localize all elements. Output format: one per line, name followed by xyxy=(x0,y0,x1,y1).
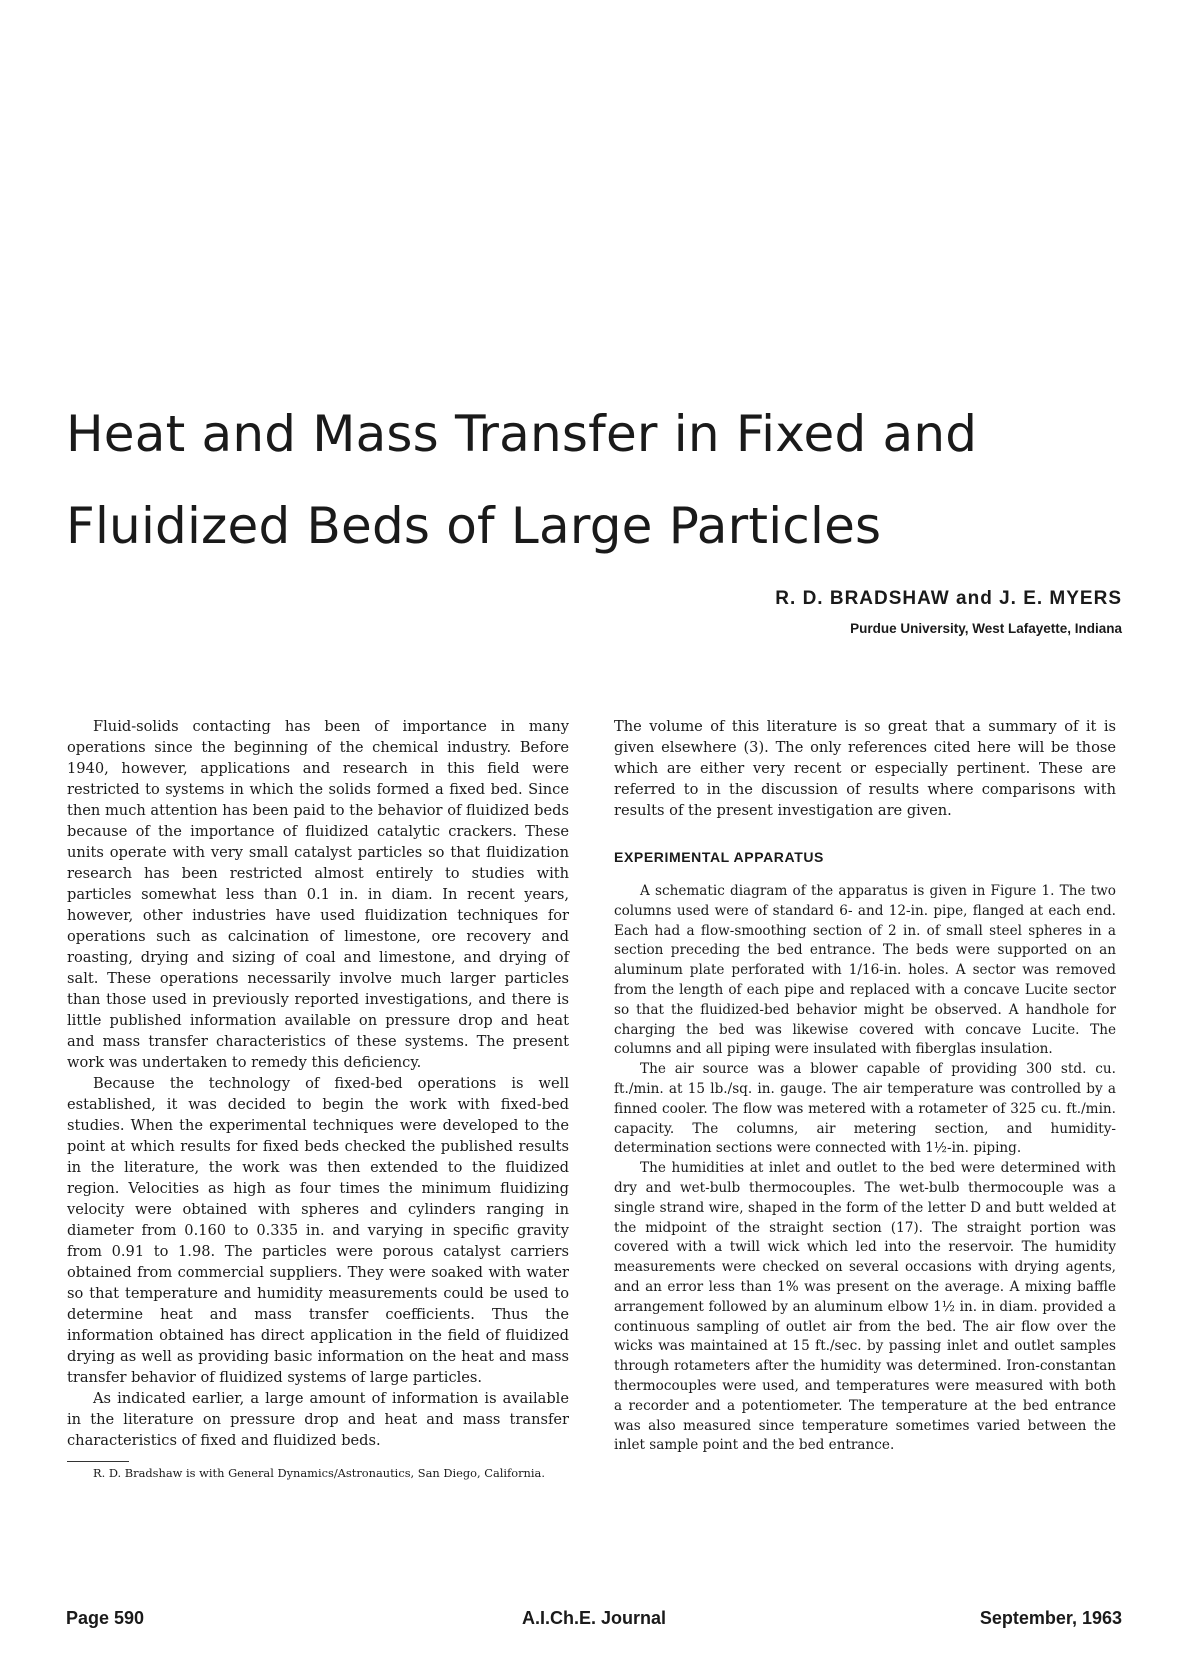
body-paragraph: The humidities at inlet and outlet to the bed were determined with dry and wet-bulb thermocouples. The wet-bulb thermocouple was a single strand wire, shaped in the form of the letter D and butt welded at the midpoint of the straight section (17). The straight portion was covered with a twill wick which led into the reservoir. The humidity measurements were checked on several occasions with drying agents, and an error less than 1% was present on the average. A mixing baffle arrangement followed by an aluminum elbow 1½ in. in diam. provided a continuous sampling of outlet air from the bed. The air flow over the wicks was maintained at 15 ft./sec. by passing inlet and outlet samples through rotameters after the humidity was determined. Iron-constantan thermocouples were used, and temperatures were measured with both a recorder and a potentiometer. The temperature at the bed entrance was also measured since temperature sometimes varied between the inlet sample point and the bed entrance. xyxy=(614,1160,1116,1454)
publication-date: September, 1963 xyxy=(979,1608,1122,1628)
section-heading: EXPERIMENTAL APPARATUS xyxy=(614,849,824,865)
article-title xyxy=(66,388,1066,572)
section-body xyxy=(614,882,1116,1456)
page-number: Page 590 xyxy=(66,1608,145,1628)
body-paragraph: A schematic diagram of the apparatus is given in Figure 1. The two columns used were of standard 6- and 12-in. pipe, flanged at each end. Each had a flow-smoothing section of 2 in. of small steel spheres in a section preceding the bed entrance. The beds were supported on an aluminum plate perforated with 1/16-in. holes. A sector was removed from the length of each pipe and replaced with a concave Lucite sector so that the fluidized-bed behavior might be observed. A handhole for charging the bed was likewise covered with concave Lucite. The columns and all piping were insulated with fiberglas insulation. xyxy=(614,883,1116,1058)
page-footer xyxy=(66,1608,1122,1632)
body-column-left xyxy=(67,716,569,1481)
article-authors: R. D. BRADSHAW and J. E. MYERS xyxy=(775,588,1122,609)
body-paragraph: Because the technology of fixed-bed operations is well established, it was decided to begin the work with fixed-bed studies. When the experimental techniques were developed to the point at which results for fixed beds checked the published results in the literature, the work was then extended to the fluidized region. Velocities as high as four times the minimum fluidizing velocity were obtained with spheres and cylinders ranging in diameter from 0.160 to 0.335 in. and varying in specific gravity from 0.91 to 1.98. The particles were porous catalyst carriers obtained from commercial suppliers. They were soaked with water so that temperature and humidity measurements could be used to determine heat and mass transfer coefficients. Thus the information obtained has direct application in the field of fluidized drying as well as providing basic information on the heat and mass transfer behavior of fluidized systems of large particles. xyxy=(67,1075,569,1386)
body-paragraph: The volume of this literature is so great that a summary of it is given elsewhere (3). The only references cited here will be those which are either very recent or especially pertinent. These are referred to in the discussion of results where comparisons with results of the present investigation are given. xyxy=(614,718,1116,819)
article-title-line-1: Heat and Mass Transfer in Fixed and xyxy=(66,405,978,463)
body-column-right xyxy=(614,716,1116,1456)
body-paragraph: Fluid-solids contacting has been of importance in many operations since the beginning of the chemical industry. Before 1940, however, applications and research in this field were restricted to systems in which the solids formed a fixed bed. Since then much attention has been paid to the behavior of fluidized beds because of the importance of fluidized catalytic crackers. These units operate with very small catalyst particles so that fluidization research has been restricted almost entirely to studies with particles somewhat less than 0.1 in. in diam. In recent years, however, other industries have used fluidization techniques for operations such as calcination of limestone, ore recovery and roasting, drying and sizing of coal and limestone, and drying of salt. These operations necessarily involve much larger particles than those used in previously reported investigations, and there is little published information available on pressure drop and heat and mass transfer characteristics of these systems. The present work was undertaken to remedy this deficiency. xyxy=(67,718,569,1071)
body-paragraph: As indicated earlier, a large amount of information is available in the literature on pressure drop and heat and mass transfer characteristics of fixed and fluidized beds. xyxy=(67,1390,569,1449)
author-affiliation: Purdue University, West Lafayette, Indiana xyxy=(850,621,1122,636)
article-title-line-2: Fluidized Beds of Large Particles xyxy=(66,497,882,555)
journal-name: A.I.Ch.E. Journal xyxy=(521,1608,667,1628)
footnote-divider xyxy=(67,1461,129,1462)
author-footnote: R. D. Bradshaw is with General Dynamics/Astronautics, San Diego, California. xyxy=(93,1466,545,1480)
body-paragraph: The air source was a blower capable of providing 300 std. cu. ft./min. at 15 lb./sq. in. gauge. The air temperature was controlled by a finned cooler. The flow was metered with a rotameter of 325 cu. ft./min. capacity. The columns, air metering section, and humidity-determination sections were connected with 1½-in. piping. xyxy=(614,1061,1116,1157)
